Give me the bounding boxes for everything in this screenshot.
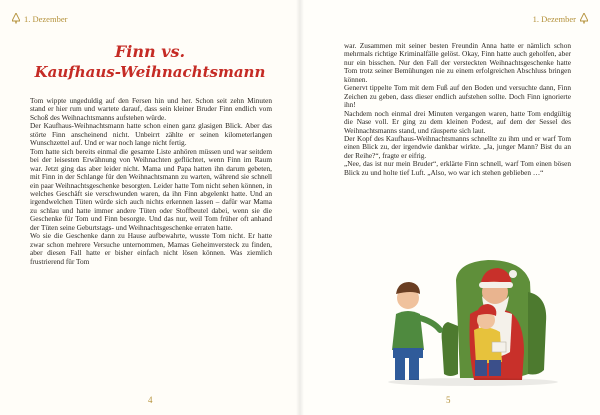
book-gutter [296,0,304,415]
paragraph: „Nee, das ist nur mein Bruder“, erklärte Finn schnell, warf Tom einen bösen Blick zu und holte tief Luft. „Also, wo war ich stehen geblieben …“ [344,159,571,177]
running-head-right-text: 1. Dezember [532,13,576,24]
right-page-body [344,42,571,177]
chapter-title-line2: Kaufhaus-Weihnachtsmann [34,63,266,81]
santa-with-children-illustration [378,252,558,387]
running-head-left-text: 1. Dezember [24,13,68,24]
paragraph: war. Zusammen mit seiner besten Freundin Anna hatte er nämlich schon mehrmals richtige Kriminalfälle gelöst. Okay, Finn hatte auch geholfen, aber nur ein bisschen. Nur den Fall der versteckten Weihnachtsgeschenke hatte Tom trotz seiner Bemühungen nie zu einem erfolgreichen Abschluss bringen können. [344,41,571,84]
left-page-body [30,97,272,266]
paragraph: Der Kopf des Kaufhaus-Weihnachtsmanns schnellte zu ihm und er warf Tom einen Blick zu, der irgendwie dankbar wirkte. „Ja, junger Mann? Bist du an der Reihe?“, fragte er eifrig. [344,133,571,160]
paragraph: Tom wippte ungeduldig auf den Fersen hin und her. Schon seit zehn Minuten stand er hier rum und wartete darauf, dass sein kleiner Bruder Finn endlich vom Schoß des Weihnachtsmanns aufstehen würde. [30,96,272,122]
right-page [300,0,600,415]
page-number-right: 5 [446,395,451,405]
christmas-tree-icon [12,13,20,24]
running-head-left [12,13,67,24]
paragraph: Nachdem noch einmal drei Minuten vergangen waren, hatte Tom endgültig die Nase voll. Er ging zu dem kleinen Podest, auf dem der Sessel des Weihnachtsmanns stand, und räusperte sich laut. [344,108,571,135]
running-head-right [533,13,588,24]
paragraph: Genervt tippelte Tom mit dem Fuß auf den Boden und versuchte dann, Finn Zeichen zu geben, dass dieser endlich aufstehen sollte. Doch Finn ignorierte ihn! [344,83,571,110]
paragraph: Der Kaufhaus-Weihnachtsmann hatte schon einen ganz glasigen Blick. Aber das störte Finn anscheinend nicht. Unbeirrt zählte er seinen kilometerlangen Wunschzettel auf. Und er war noch lange nicht fertig. [30,121,272,148]
paragraph: Tom hatte sich bereits einmal die gesamte Liste anhören müssen und war seitdem bei der leisesten Erwähnung von Weihnachten geflüchtet, wenn Finn im Raum war. Jetzt ging das aber leider nicht. Mama und Papa hatten ihn darum gebeten, mit Finn in der Schlange für den Weihnachtsmann zu warten, während sie schnell ein paar Weihnachtsgeschenke besorgten. Leider hatte Tom nicht sehen können, in welches Geschäft sie verschwunden waren, da ihn Finn abgelenkt hatte. Und an irgendwelchen Tüten würde sich auch nichts erkennen lassen – dafür war Mama zu schlau und hatte immer andere Tüten oder Stoffbeutel dabei, wenn sie die Geschenke für Tom und Finn besorgte. Und das nur, weil Tom früher oft anhand der Tüten seine Geburtstags- und Weihnachtsgeschenke erraten hatte. [30,146,272,232]
page-number-left: 4 [148,395,153,405]
chapter-title-line1: Finn vs. [114,42,186,61]
paragraph: Wo sie die Geschenke dann zu Hause aufbewahrte, wusste Tom nicht. Er hatte zwar schon mehrere Versuche unternommen, Mamas Geheimversteck zu finden, aber diesen Fall hatte er bisher einfach nicht lösen können. Was ziemlich frustrierend für Tom [30,231,272,266]
christmas-tree-icon [580,13,588,24]
